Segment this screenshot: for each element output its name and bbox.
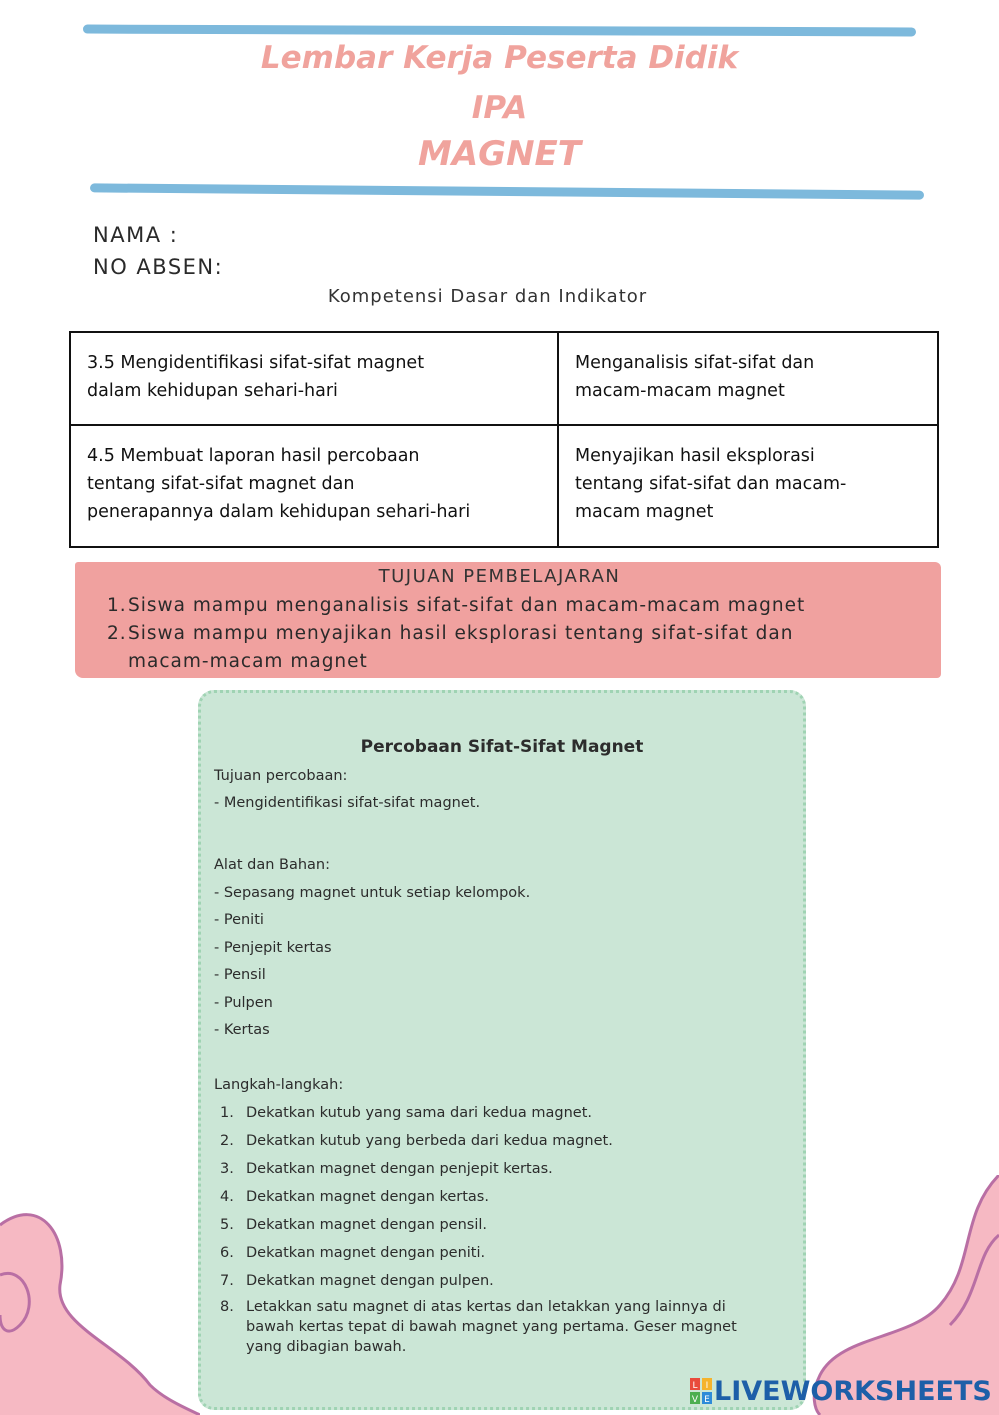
material-item: - Pensil [214, 967, 266, 983]
step-item [220, 1103, 776, 1123]
step-number: 7. [220, 1273, 234, 1289]
logo-letter: E [704, 1395, 710, 1404]
step-number: 5. [220, 1217, 234, 1233]
step-item [220, 1297, 776, 1357]
step-item [220, 1159, 776, 1179]
step-item [220, 1131, 776, 1151]
material-item: - Pulpen [214, 995, 273, 1011]
material-item: - Peniti [214, 912, 264, 928]
indicator-cell [558, 332, 938, 425]
basic-competency-cell [70, 332, 558, 425]
material-item: - Kertas [214, 1022, 270, 1038]
goal-item-text: Siswa mampu menganalisis sifat-sifat dan macam-macam magnet [128, 595, 806, 616]
liveworksheets-logo-icon [690, 1378, 712, 1404]
cell-line: tentang sifat-sifat dan macam- [575, 474, 847, 494]
step-item [220, 1187, 776, 1207]
materials-label: Alat dan Bahan: [214, 857, 330, 873]
step-number: 3. [220, 1161, 234, 1177]
cell-line: 4.5 Membuat laporan hasil percobaan [87, 446, 420, 466]
step-number: 2. [220, 1133, 234, 1149]
step-item [220, 1271, 776, 1291]
name-field-label: NAMA : [93, 223, 179, 247]
liveworksheets-logo-text: LIVEWORKSHEETS [714, 1375, 992, 1407]
logo-letter: I [705, 1381, 709, 1391]
step-text: Dekatkan kutub yang berbeda dari kedua magnet. [246, 1133, 613, 1149]
material-item: - Sepasang magnet untuk setiap kelompok. [214, 885, 531, 901]
competency-title: Kompetensi Dasar dan Indikator [327, 286, 648, 307]
worksheet-title: Lembar Kerja Peserta Didik [260, 40, 739, 76]
purpose-label: Tujuan percobaan: [214, 768, 348, 784]
learning-goals-title: TUJUAN PEMBELAJARAN [378, 566, 621, 587]
step-number: 4. [220, 1189, 234, 1205]
cell-line: macam-macam magnet [575, 381, 785, 401]
cell-line: dalam kehidupan sehari-hari [87, 381, 338, 401]
liveworksheets-logo [690, 1374, 992, 1408]
logo-letter: V [691, 1395, 699, 1404]
step-item [220, 1215, 776, 1235]
purpose-item: - Mengidentifikasi sifat-sifat magnet. [214, 795, 481, 811]
cell-line: 3.5 Mengidentifikasi sifat-sifat magnet [87, 353, 425, 373]
decorative-blob-left [0, 1195, 200, 1415]
steps-label: Langkah-langkah: [214, 1077, 344, 1093]
step-text: Dekatkan magnet dengan pulpen. [246, 1273, 494, 1289]
goal-item-text: macam-macam magnet [128, 651, 368, 672]
goal-item-text: Siswa mampu menyajikan hasil eksplorasi tentang sifat-sifat dan [128, 623, 794, 644]
indicator-cell [558, 425, 938, 547]
cell-line: Menyajikan hasil eksplorasi [575, 446, 815, 466]
basic-competency-cell [70, 425, 558, 547]
step-number: 8. [220, 1299, 234, 1315]
step-text: Dekatkan magnet dengan penjepit kertas. [246, 1161, 553, 1177]
subject-title: IPA [471, 90, 528, 126]
cell-line: Menganalisis sifat-sifat dan [575, 353, 815, 373]
logo-letter: L [692, 1381, 698, 1391]
step-text: Dekatkan magnet dengan kertas. [246, 1189, 489, 1205]
bottom-brush-stroke [90, 183, 924, 199]
cell-line: penerapannya dalam kehidupan sehari-hari [87, 502, 471, 522]
step-text: Dekatkan magnet dengan pensil. [246, 1217, 487, 1233]
step-number: 1. [220, 1105, 234, 1121]
step-number: 6. [220, 1245, 234, 1261]
competency-row [70, 332, 938, 425]
goal-item-number: 2. [107, 623, 127, 644]
step-text: Dekatkan kutub yang sama dari kedua magnet. [246, 1105, 592, 1121]
cell-line: tentang sifat-sifat magnet dan [87, 474, 355, 494]
step-text: Dekatkan magnet dengan peniti. [246, 1245, 486, 1261]
step-item [220, 1243, 776, 1263]
top-brush-stroke [83, 25, 916, 37]
goal-item-number: 1. [107, 595, 127, 616]
topic-title: MAGNET [418, 134, 581, 174]
material-item: - Penjepit kertas [214, 940, 332, 956]
absen-field-label: NO ABSEN: [93, 255, 224, 279]
competency-table [69, 331, 939, 548]
competency-row [70, 425, 938, 547]
experiment-title: Percobaan Sifat-Sifat Magnet [360, 737, 644, 757]
step-text: Letakkan satu magnet di atas kertas dan letakkan yang lainnya di bawah kertas tepat di bawah magnet yang pertama. Geser magnet yang dibagian bawah. [246, 1299, 737, 1355]
cell-line: macam magnet [575, 502, 714, 522]
